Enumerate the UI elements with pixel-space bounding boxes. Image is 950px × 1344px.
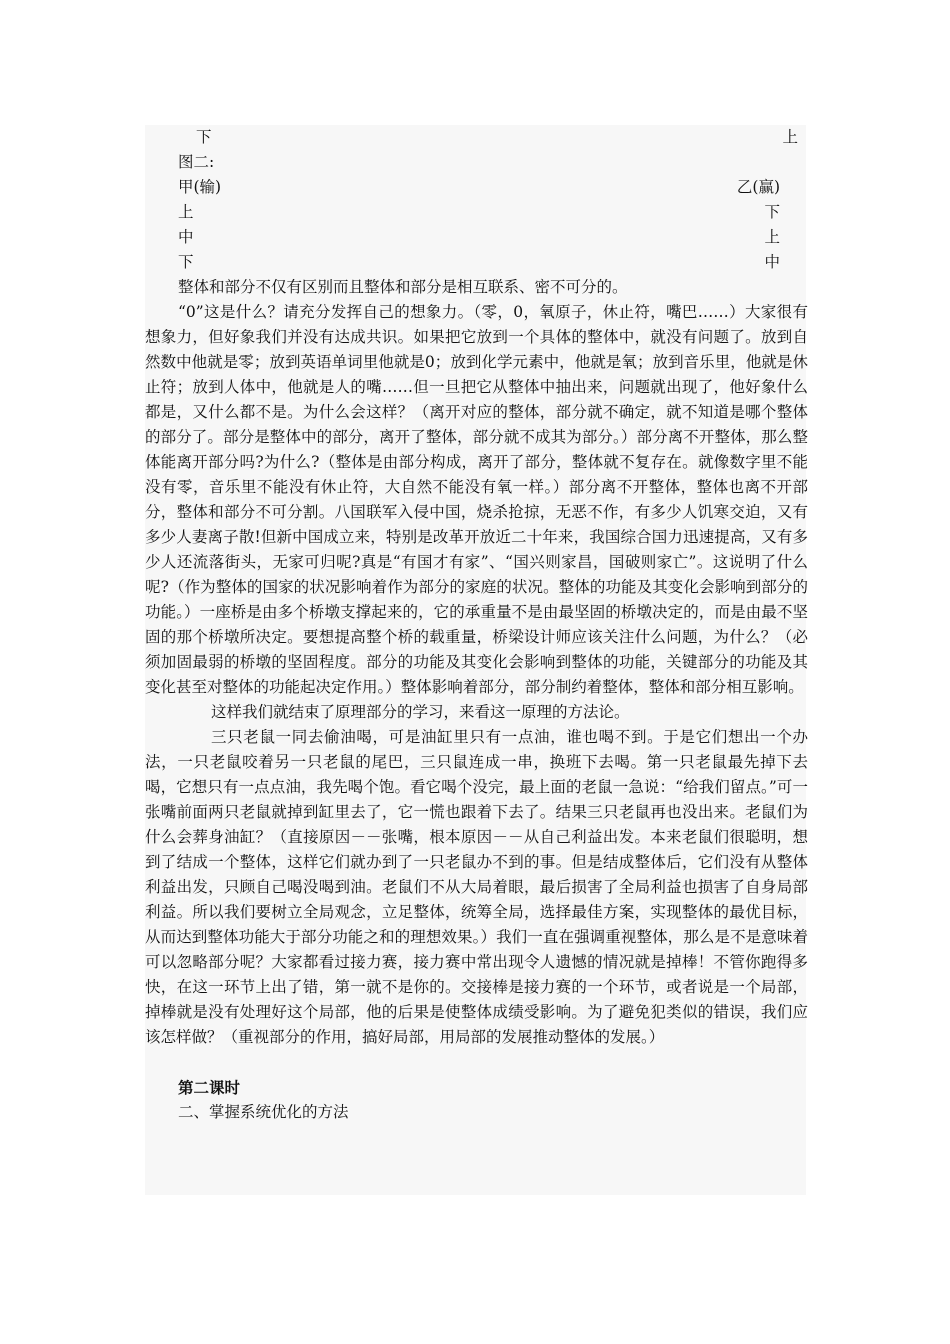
figure2-left-cell: 上 bbox=[178, 203, 194, 221]
figure2-row bbox=[178, 250, 808, 275]
paragraph-zero-discussion: “0”这是什么？请充分发挥自己的想象力。（零，0，氧原子，休止符，嘴巴……）大家很有想象力，但好象我们并没有达成共识。如果把它放到一个具体的整体中，就没有问题了。放到自然数中他就是零；放到英语单词里他就是0；放到化学元素中，他就是氧；放到音乐里，他就是休止符；放到人体中，他就是人的嘴……但一旦把它从整体中抽出来，问题就出现了，他好象什么都是，又什么都不是。为什么会这样？（离开对应的整体，部分就不确定，就不知道是哪个整体的部分了。部分是整体中的部分，离开了整体，部分就不成其为部分。）部分离不开整体，那么整体能离开部分吗?为什么?（整体是由部分构成，离开了部分，整体就不复存在。就像数字里不能没有零，音乐里不能没有休止符，大自然不能没有氧一样。）部分离不开整体，整体也离不开部分，整体和部分不可分割。八国联军入侵中国，烧杀抢掠，无恶不作，有多少人饥寒交迫，又有多少人妻离子散!但新中国成立来，特别是改革开放近二十年来，我国综合国力迅速提高，又有多少人还流落街头，无家可归呢?真是“有国才有家”、“国兴则家昌，国破则家亡”。这说明了什么呢?（作为整体的国家的状况影响着作为部分的家庭的状况。整体的功能及其变化会影响到部分的功能。）一座桥是由多个桥墩支撑起来的，它的承重量不是由最坚固的桥墩决定的，而是由最不坚固的那个桥墩所决定。要想提高整个桥的载重量，桥梁设计师应该关注什么问题，为什么？（必须加固最弱的桥墩的坚固程度。部分的功能及其变化会影响到整体的功能，关键部分的功能及其变化甚至对整体的功能起决定作用。）整体影响着部分，部分制约着整体，整体和部分相互影响。 bbox=[145, 303, 808, 696]
figure2-header-row bbox=[178, 175, 808, 200]
document-body bbox=[145, 125, 808, 1125]
paragraph-mice-story: 三只老鼠一同去偷油喝，可是油缸里只有一点油，谁也喝不到。于是它们想出一个办法，一只老鼠咬着另一只老鼠的尾巴，三只鼠连成一串，换班下去喝。第一只老鼠最先掉下去喝，它想只有一点点油，我先喝个饱。看它喝个没完，最上面的老鼠一急说：“给我们留点。”可一张嘴前面两只老鼠就掉到缸里去了，它一慌也跟着下去了。结果三只老鼠再也没出来。老鼠们为什么会葬身油缸？（直接原因－－张嘴，根本原因－－从自己利益出发。本来老鼠们很聪明，想到了结成一个整体，这样它们就办到了一只老鼠办不到的事。但是结成整体后，它们没有从整体利益出发，只顾自己喝没喝到油。老鼠们不从大局着眼，最后损害了全局利益也损害了自身局部利益。所以我们要树立全局观念，立足整体，统筹全局，选择最佳方案，实现整体的最优目标，从而达到整体功能大于部分功能之和的理想效果。）我们一直在强调重视整体，那么是不是意味着可以忽略部分呢？大家都看过接力赛，接力赛中常出现令人遗憾的情况就是掉棒！不管你跑得多快，在这一环节上出了错，第一就不是你的。交接棒是接力赛的一个环节，或者说是一个局部，掉棒就是没有处理好这个局部，他的后果是使整体成绩受影响。为了避免犯类似的错误，我们应该怎样做？（重视部分的作用，搞好局部，用局部的发展推动整体的发展。） bbox=[145, 728, 808, 1046]
section-subheading: 二、掌握系统优化的方法 bbox=[178, 1103, 349, 1121]
paragraph-methodology-intro: 这样我们就结束了原理部分的学习，来看这一原理的方法论。 bbox=[211, 703, 630, 721]
figure1-right-label: 上 bbox=[782, 128, 798, 146]
figure2-left-cell: 中 bbox=[178, 228, 194, 246]
figure2-right-header: 乙(赢) bbox=[736, 178, 780, 196]
paragraph-relation: 整体和部分不仅有区别而且整体和部分是相互联系、密不可分的。 bbox=[178, 278, 628, 296]
figure2-right-cell: 下 bbox=[764, 203, 780, 221]
section-heading: 第二课时 bbox=[178, 1078, 241, 1097]
figure2-left-header: 甲(输) bbox=[178, 178, 222, 196]
figure1-left-label: 下 bbox=[196, 128, 212, 146]
figure2-row bbox=[178, 225, 808, 250]
figure2-left-cell: 下 bbox=[178, 253, 194, 271]
spacer bbox=[178, 1050, 808, 1075]
figure2-right-cell: 中 bbox=[764, 253, 780, 271]
figure2-title: 图二: bbox=[178, 153, 215, 171]
figure1-last-row bbox=[178, 125, 808, 150]
figure2-right-cell: 上 bbox=[764, 228, 780, 246]
figure2-row bbox=[178, 200, 808, 225]
